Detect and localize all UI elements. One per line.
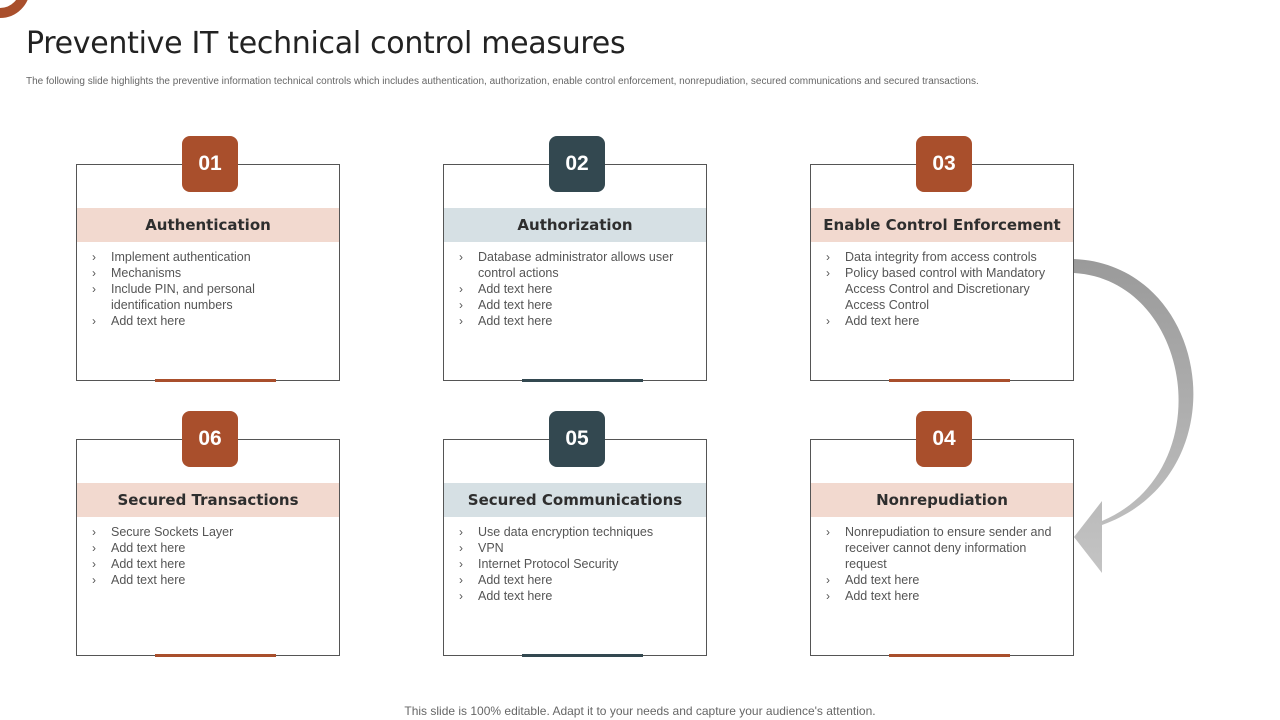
card-item <box>92 313 327 329</box>
card-item <box>459 297 694 313</box>
card-item-text: Data integrity from access controls <box>845 250 1037 264</box>
card-secured-communications <box>443 427 707 656</box>
card-item <box>92 540 327 556</box>
card-item <box>826 572 1061 588</box>
card-item-text: Implement authentication <box>111 250 251 264</box>
card-item-list <box>459 249 694 329</box>
card-accent-bar <box>889 379 1010 382</box>
card-number-badge: 04 <box>916 411 972 467</box>
card-accent-bar <box>155 379 276 382</box>
chevron-right-icon: › <box>92 266 96 280</box>
card-item <box>459 556 694 572</box>
card-item-text: Add text here <box>111 573 186 587</box>
card-item <box>92 265 327 281</box>
card-item-list <box>92 524 327 588</box>
card-item <box>92 249 327 265</box>
chevron-right-icon: › <box>826 250 830 264</box>
card-item-list <box>459 524 694 604</box>
card-item-text: Add text here <box>111 557 186 571</box>
card-item-text: Add text here <box>478 298 553 312</box>
chevron-right-icon: › <box>826 589 830 603</box>
card-item-text: Secure Sockets Layer <box>111 525 234 539</box>
card-accent-bar <box>889 654 1010 657</box>
chevron-right-icon: › <box>459 250 463 264</box>
card-number-badge: 06 <box>182 411 238 467</box>
card-item-text: VPN <box>478 541 504 555</box>
card-item-text: Internet Protocol Security <box>478 557 619 571</box>
chevron-right-icon: › <box>92 282 96 296</box>
footer-note: This slide is 100% editable. Adapt it to your needs and capture your audience's attention. <box>404 704 876 718</box>
card-item <box>459 524 694 540</box>
chevron-right-icon: › <box>92 250 96 264</box>
card-item <box>92 524 327 540</box>
card-item-text: Add text here <box>845 573 920 587</box>
chevron-right-icon: › <box>826 266 830 280</box>
card-item <box>459 588 694 604</box>
chevron-right-icon: › <box>826 573 830 587</box>
card-accent-bar <box>522 379 643 382</box>
card-item <box>459 313 694 329</box>
curved-arrow-icon <box>1072 255 1222 575</box>
card-item <box>92 572 327 588</box>
card-item-text: Add text here <box>111 314 186 328</box>
card-heading: Authentication <box>77 208 339 242</box>
card-item-text: Add text here <box>478 573 553 587</box>
card-accent-bar <box>155 654 276 657</box>
chevron-right-icon: › <box>92 573 96 587</box>
chevron-right-icon: › <box>826 525 830 539</box>
card-number-badge: 03 <box>916 136 972 192</box>
chevron-right-icon: › <box>92 557 96 571</box>
card-secured-transactions <box>76 427 340 656</box>
card-nonrepudiation <box>810 427 1074 656</box>
card-item-text: Policy based control with Mandatory Access Control and Discretionary Access Control <box>845 266 1046 312</box>
card-heading: Secured Transactions <box>77 483 339 517</box>
chevron-right-icon: › <box>459 298 463 312</box>
card-item <box>92 556 327 572</box>
chevron-right-icon: › <box>459 525 463 539</box>
card-number-badge: 02 <box>549 136 605 192</box>
card-item <box>826 249 1061 265</box>
card-item <box>826 265 1061 313</box>
card-accent-bar <box>522 654 643 657</box>
card-item <box>826 588 1061 604</box>
chevron-right-icon: › <box>459 557 463 571</box>
card-item-text: Add text here <box>478 589 553 603</box>
card-item <box>826 524 1061 572</box>
card-item <box>92 281 327 313</box>
chevron-right-icon: › <box>826 314 830 328</box>
card-authentication <box>76 152 340 381</box>
card-item <box>826 313 1061 329</box>
card-item <box>459 281 694 297</box>
card-item-text: Use data encryption techniques <box>478 525 654 539</box>
card-item-text: Include PIN, and personal identification numbers <box>111 282 255 312</box>
card-item-text: Mechanisms <box>111 266 182 280</box>
chevron-right-icon: › <box>459 282 463 296</box>
card-item-list <box>826 249 1061 329</box>
card-item-list <box>92 249 327 329</box>
corner-ring-decoration <box>0 0 30 18</box>
card-item-text: Nonrepudiation to ensure sender and receiver cannot deny information request <box>845 525 1052 571</box>
card-item <box>459 249 694 281</box>
chevron-right-icon: › <box>459 573 463 587</box>
card-item-text: Add text here <box>111 541 186 555</box>
card-item <box>459 572 694 588</box>
card-authorization <box>443 152 707 381</box>
card-item-text: Database administrator allows user control actions <box>478 250 674 280</box>
card-heading: Authorization <box>444 208 706 242</box>
chevron-right-icon: › <box>459 541 463 555</box>
card-heading: Nonrepudiation <box>811 483 1073 517</box>
card-item-text: Add text here <box>478 282 553 296</box>
chevron-right-icon: › <box>92 525 96 539</box>
card-number-badge: 01 <box>182 136 238 192</box>
card-enable-control-enforcement <box>810 152 1074 381</box>
card-heading: Secured Communications <box>444 483 706 517</box>
card-item <box>459 540 694 556</box>
card-item-text: Add text here <box>845 589 920 603</box>
chevron-right-icon: › <box>92 541 96 555</box>
page-title: Preventive IT technical control measures <box>26 26 626 61</box>
card-number-badge: 05 <box>549 411 605 467</box>
card-item-text: Add text here <box>478 314 553 328</box>
card-item-text: Add text here <box>845 314 920 328</box>
chevron-right-icon: › <box>459 314 463 328</box>
page-subtitle: The following slide highlights the preventive information technical controls which includes authentication, authorization, enable control enforcement, nonrepudiation, secured communications and secured transactions. <box>26 76 979 87</box>
chevron-right-icon: › <box>459 589 463 603</box>
card-item-list <box>826 524 1061 604</box>
chevron-right-icon: › <box>92 314 96 328</box>
card-heading: Enable Control Enforcement <box>811 208 1073 242</box>
